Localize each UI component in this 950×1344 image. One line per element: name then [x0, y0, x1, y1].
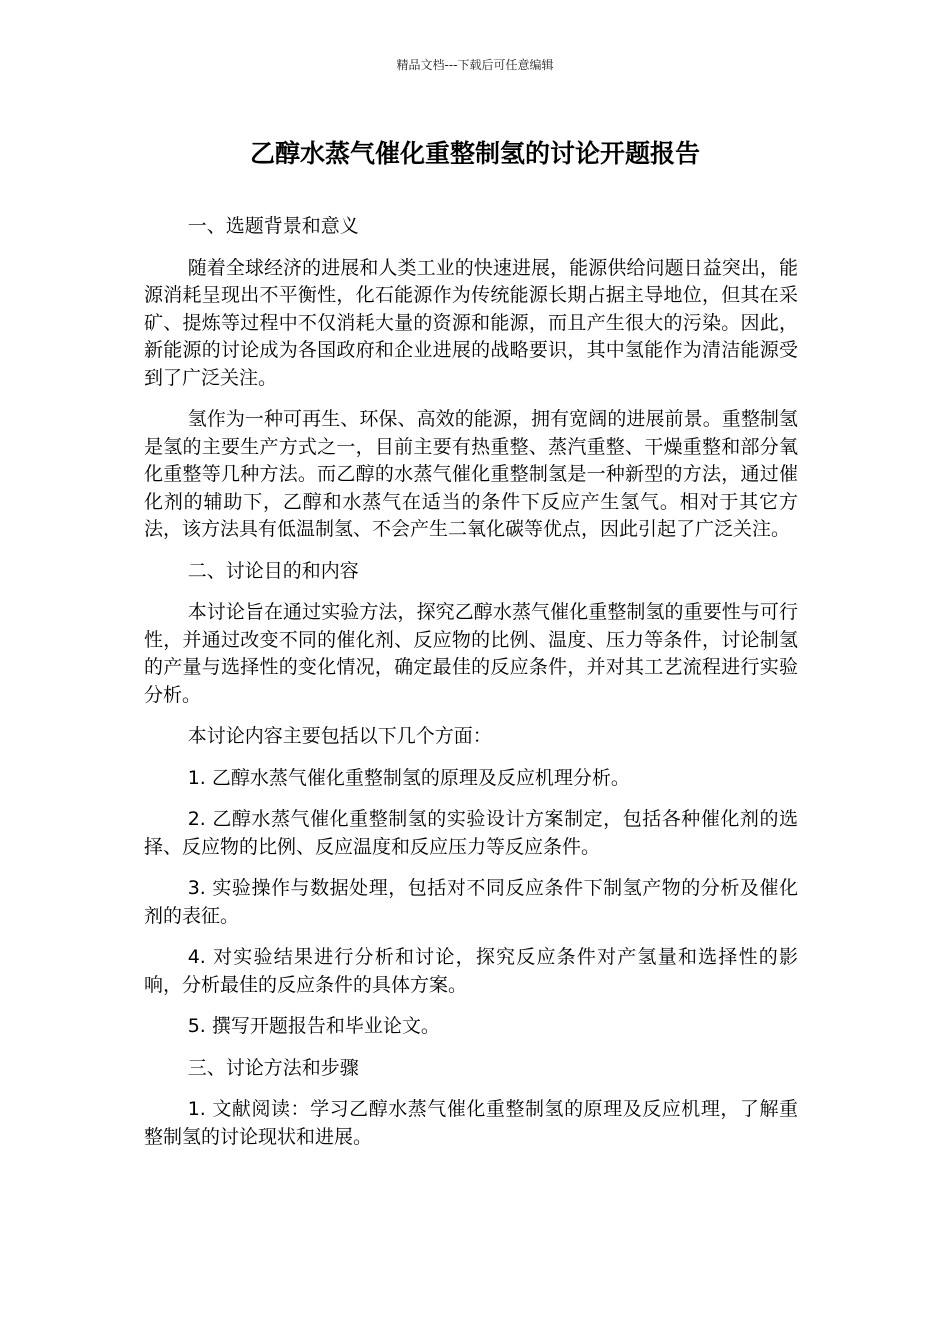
- list-item-content-5: 5. 撰写开题报告和毕业论文。: [187, 1015, 440, 1037]
- list-item-content-3: 3. 实验操作与数据处理，包括对不同反应条件下制氢产物的分析及催化剂的表征。: [144, 877, 798, 927]
- header-note: 精品文档---下载后可任意编辑: [396, 58, 554, 72]
- paragraph-background-2: 氢作为一种可再生、环保、高效的能源，拥有宽阔的进展前景。重整制氢是氢的主要生产方式之一，目前主要有热重整、蒸汽重整、干燥重整和部分氧化重整等几种方法。而乙醇的水蒸气催化重整制氢是一种新型的方法，通过催化剂的辅助下，乙醇和水蒸气在适当的条件下反应产生氢气。相对于其它方法，该方法具有低温制氢、不会产生二氧化碳等优点，因此引起了广泛关注。: [144, 408, 798, 540]
- document-body: [144, 213, 798, 1165]
- list-item-content-1: 1. 乙醇水蒸气催化重整制氢的原理及反应机理分析。: [187, 766, 630, 789]
- section-heading-methods: 三、讨论方法和步骤: [187, 1056, 359, 1079]
- list-item-content-4: 4. 对实验结果进行分析和讨论，探究反应条件对产氢量和选择性的影响，分析最佳的反应条件的具体方案。: [144, 946, 798, 996]
- section-heading-objectives: 二、讨论目的和内容: [187, 559, 359, 582]
- document-title: 乙醇水蒸气催化重整制氢的讨论开题报告: [249, 139, 700, 168]
- paragraph-content-intro: 本讨论内容主要包括以下几个方面：: [187, 725, 492, 747]
- list-item-content-2: 2. 乙醇水蒸气催化重整制氢的实验设计方案制定，包括各种催化剂的选择、反应物的比例、反应温度和反应压力等反应条件。: [144, 808, 798, 858]
- section-heading-background: 一、选题背景和意义: [187, 215, 359, 237]
- list-item-methods-1: 1. 文献阅读：学习乙醇水蒸气催化重整制氢的原理及反应机理，了解重整制氢的讨论现状和进展。: [144, 1098, 798, 1148]
- paragraph-objectives: 本讨论旨在通过实验方法，探究乙醇水蒸气催化重整制氢的重要性与可行性，并通过改变不同的催化剂、反应物的比例、温度、压力等条件，讨论制氢的产量与选择性的变化情况，确定最佳的反应条件，并对其工艺流程进行实验分析。: [144, 601, 798, 706]
- paragraph-background-1: 随着全球经济的进展和人类工业的快速进展，能源供给问题日益突出，能源消耗呈现出不平衡性，化石能源作为传统能源长期占据主导地位，但其在采矿、提炼等过程中不仅消耗大量的资源和能源，而且产生很大的污染。因此，新能源的讨论成为各国政府和企业进展的战略要识，其中氢能作为清洁能源受到了广泛关注。: [144, 256, 798, 389]
